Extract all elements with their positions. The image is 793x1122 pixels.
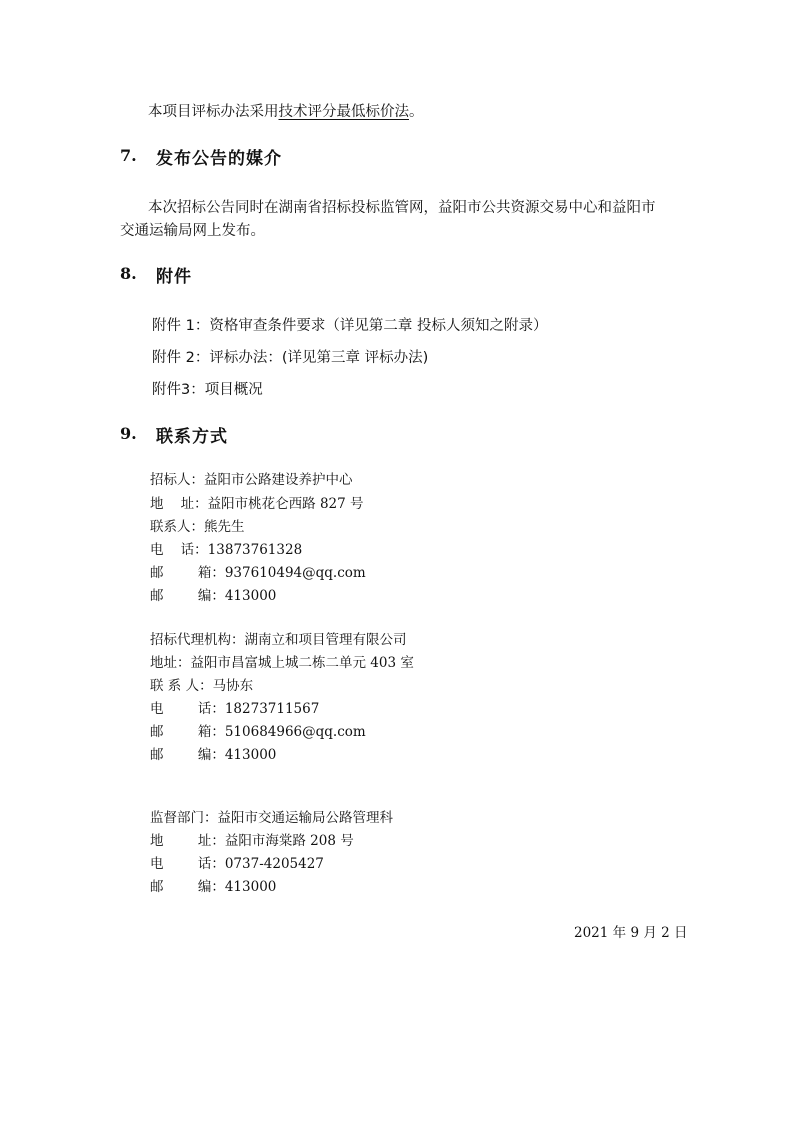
agent-name-row [150, 628, 407, 648]
eval-method: 技术评分最低标价法 [278, 104, 409, 120]
agent-name-label: 招标代理机构： [150, 632, 245, 648]
tenderer-contact-row [150, 515, 245, 535]
tenderer-name: 益阳市公路建设养护中心 [204, 472, 353, 488]
tenderer-contact: 熊先生 [204, 519, 245, 535]
supervisor-phone-label: 电 话： [150, 856, 225, 872]
section-9-title: 联系方式 [156, 427, 228, 447]
agent-contact: 马协东 [212, 678, 254, 694]
agent-phone-label: 电 话： [150, 701, 225, 717]
supervisor-zip: 413000 [224, 879, 277, 895]
agent-zip-label: 邮 编： [150, 747, 225, 763]
tenderer-email-row [150, 561, 366, 581]
supervisor-zip-label: 邮 编： [150, 879, 225, 895]
agent-email-label: 邮 箱： [150, 724, 225, 740]
agent-zip: 413000 [224, 747, 277, 763]
section-8-title: 附件 [156, 267, 192, 287]
tenderer-email-label: 邮 箱： [150, 565, 225, 581]
agent-phone-row [150, 697, 319, 717]
tenderer-phone: 13873761328 [207, 542, 303, 558]
section-9-number: 9. [120, 424, 137, 443]
eval-prefix: 本项目评标办法采用 [148, 104, 279, 120]
section-8-number: 8. [120, 264, 137, 283]
tenderer-zip: 413000 [224, 588, 277, 604]
tenderer-contact-label: 联系人： [150, 519, 204, 535]
tenderer-zip-row [150, 584, 276, 604]
tenderer-phone-row [150, 538, 302, 558]
tenderer-name-row [150, 468, 353, 488]
agent-address-label: 地址： [150, 655, 191, 671]
tenderer-email: 937610494@qq.com [224, 565, 366, 581]
section-7-title: 发布公告的媒介 [156, 149, 282, 169]
supervisor-name: 益阳市交通运输局公路管理科 [217, 810, 393, 826]
eval-method-line [148, 100, 424, 121]
agent-contact-row [150, 674, 253, 694]
supervisor-zip-row [150, 875, 276, 895]
supervisor-name-row [150, 806, 393, 826]
tenderer-zip-label: 邮 编： [150, 588, 225, 604]
agent-name: 湖南立和项目管理有限公司 [244, 632, 407, 648]
supervisor-address-row [150, 829, 354, 849]
section-7-text-line1: 本次招标公告同时在湖南省招标投标监管网，益阳市公共资源交易中心和益阳市 [148, 200, 656, 216]
tenderer-name-label: 招标人： [150, 472, 204, 488]
section-7-number: 7. [120, 146, 137, 165]
document-date: 2021 年 9 月 2 日 [574, 925, 688, 941]
agent-address: 益阳市昌富城上城二栋二单元 403 室 [190, 655, 414, 671]
section-7-text-line2: 交通运输局网上发布。 [120, 223, 265, 239]
supervisor-name-label: 监督部门： [150, 810, 218, 826]
agent-email-row [150, 720, 366, 740]
agent-phone: 18273711567 [224, 701, 320, 717]
supervisor-phone: 0737-4205427 [224, 856, 324, 872]
supervisor-address-label: 地 址： [150, 833, 225, 849]
tenderer-phone-label: 电 话： [150, 542, 208, 558]
agent-contact-label: 联 系 人： [150, 678, 213, 694]
agent-zip-row [150, 743, 276, 763]
attachment-2: 附件 2：评标办法：(详见第三章 评标办法) [152, 350, 429, 366]
eval-suffix: 。 [409, 104, 424, 120]
agent-email: 510684966@qq.com [224, 724, 366, 740]
attachment-3: 附件3：项目概况 [152, 382, 263, 398]
tenderer-address-label: 地 址： [150, 496, 208, 512]
tenderer-address-row [150, 492, 364, 512]
supervisor-address: 益阳市海棠路 208 号 [224, 833, 354, 849]
attachment-1: 附件 1：资格审查条件要求（详见第二章 投标人须知之附录） [152, 318, 548, 334]
supervisor-phone-row [150, 852, 324, 872]
tenderer-address: 益阳市桃花仑西路 827 号 [207, 496, 364, 512]
agent-address-row [150, 651, 414, 671]
